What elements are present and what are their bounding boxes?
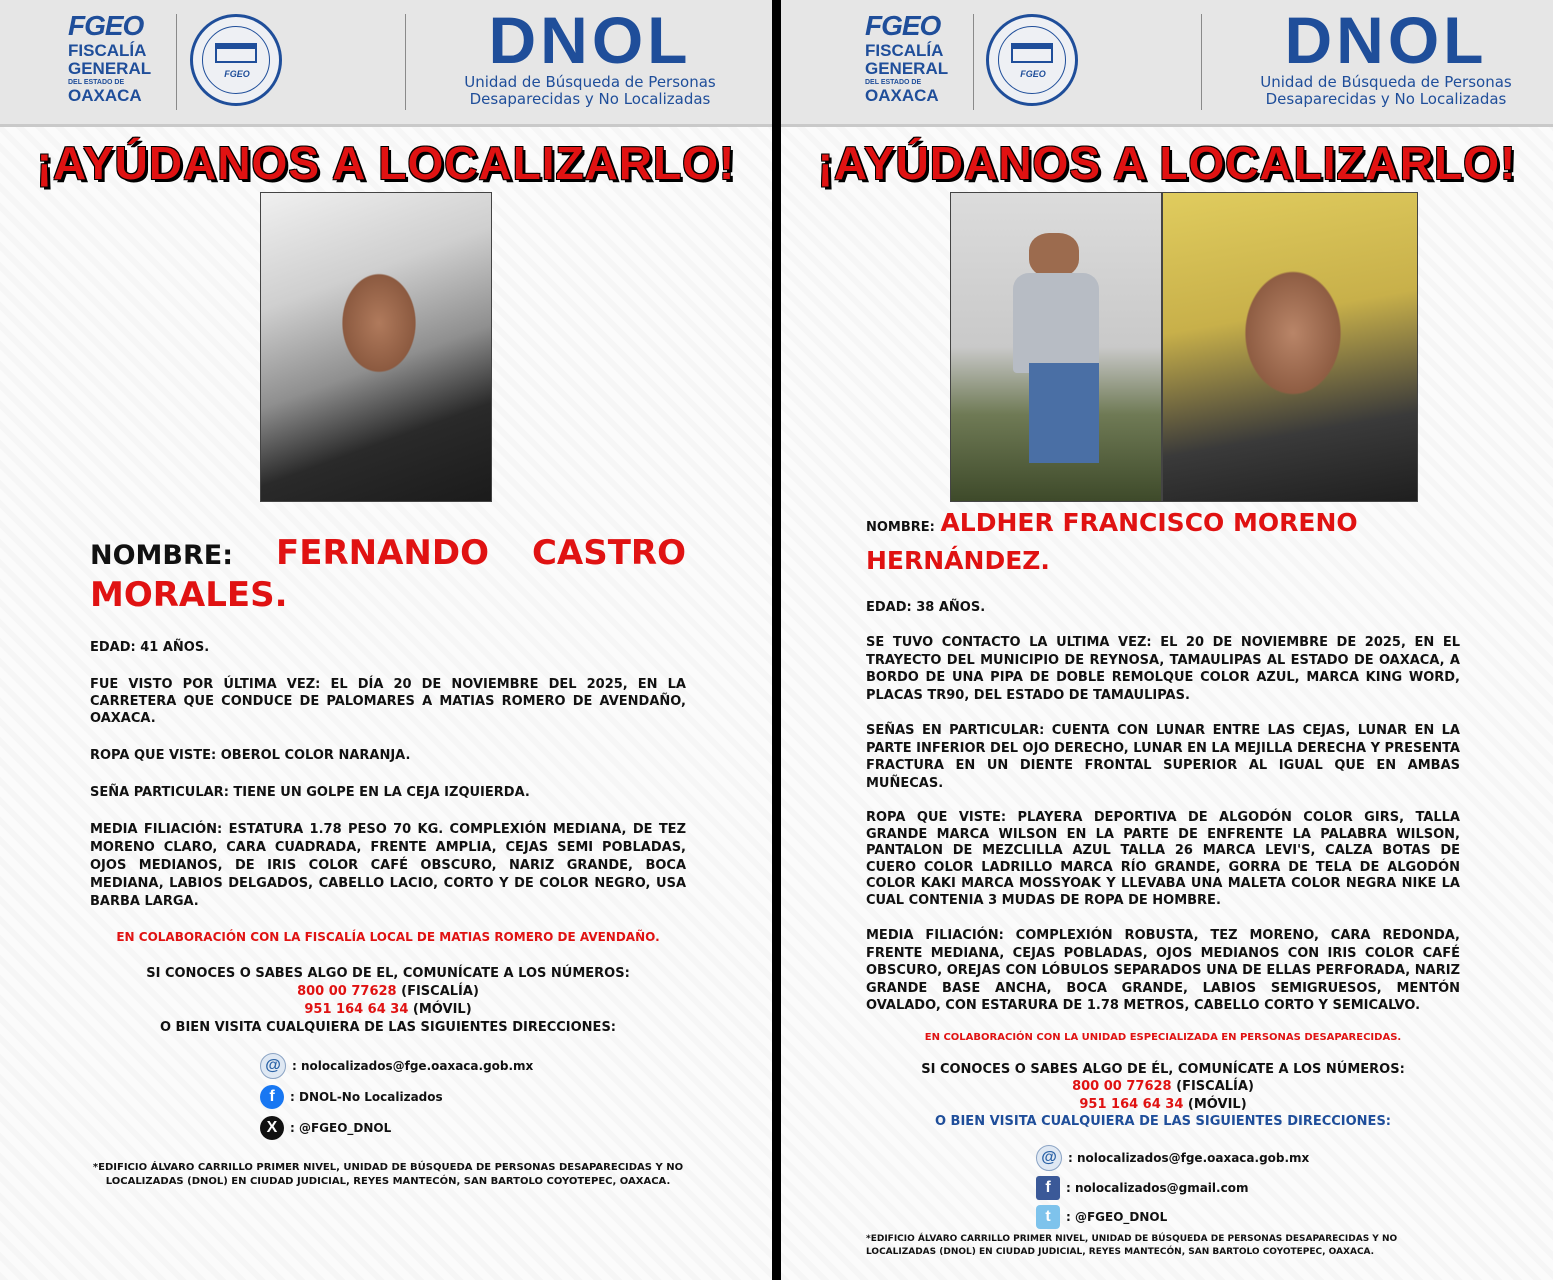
email-link[interactable]: : nolocalizados@fge.oaxaca.gob.mx <box>1068 1150 1310 1165</box>
name-last: HERNÁNDEZ. <box>866 546 1050 575</box>
collaboration-text: EN COLABORACIÓN CON LA FISCALÍA LOCAL DE MATIAS ROMERO DE AVENDAÑO. <box>116 930 660 944</box>
dnol-subtitle-2: Desaparecidas y No Localizadas <box>469 90 711 108</box>
fgeo-logo <box>68 10 168 105</box>
contact-block <box>866 1061 1460 1131</box>
header-divider <box>973 14 974 110</box>
fiscalia-line-4: OAXACA <box>68 86 142 105</box>
phone-row-2 <box>866 1096 1460 1114</box>
missing-person-photo <box>260 192 492 502</box>
poster-header <box>0 0 772 127</box>
seal-label: FGEO <box>224 69 250 79</box>
age-text: EDAD: 38 AÑOS. <box>866 600 986 615</box>
x-icon: X <box>260 1116 284 1140</box>
dnol-subtitle-2: Desaparecidas y No Localizadas <box>1265 90 1507 108</box>
email-link[interactable]: : nolocalizados@fge.oaxaca.gob.mx <box>292 1059 534 1073</box>
facebook-row <box>260 1081 686 1113</box>
header-divider <box>405 14 406 110</box>
name-first: ALDHER FRANCISCO MORENO <box>940 508 1358 537</box>
age-text: EDAD: 41 AÑOS. <box>90 640 210 655</box>
email-row <box>1036 1143 1460 1173</box>
contact-intro: SI CONOCES O SABES ALGO DE EL, COMUNÍCATE A LOS NÚMEROS: <box>146 966 630 981</box>
facebook-icon: f <box>1036 1176 1060 1200</box>
last-contact-text: SE TUVO CONTACTO LA ULTIMA VEZ: EL 20 DE NOVIEMBRE DE 2025, EN EL TRAYECTO DEL MUNICIPIO DE REYNOSA, TAMAULIPAS AL ESTADO DE OAXACA, A BORDO DE UNA PIPA DE DOBLE REMOLQUE COLOR AZUL, MARCA KING WORD, PLACAS TR90, DEL ESTADO DE TAMAULIPAS. <box>866 635 1460 703</box>
fiscalia-line-2: GENERAL <box>68 59 152 78</box>
address-footer: *EDIFICIO ÁLVARO CARRILLO PRIMER NIVEL, UNIDAD DE BÚSQUEDA DE PERSONAS DESAPARECIDAS Y NO LOCALIZADAS (DNOL) EN CIUDAD JUDICIAL, REYES MANTECÓN, SAN BARTOLO COYOTEPEC, OAXACA. <box>92 1162 684 1187</box>
dnol-subtitle-1: Unidad de Búsqueda de Personas <box>1260 73 1512 91</box>
phone-movil-label: (MÓVIL) <box>408 1002 472 1017</box>
seal-label: FGEO <box>1020 69 1046 79</box>
twitter-row <box>1036 1203 1460 1231</box>
address-footer: *EDIFICIO ÁLVARO CARRILLO PRIMER NIVEL, UNIDAD DE BÚSQUEDA DE PERSONAS DESAPARECIDAS Y NO LOCALIZADAS (DNOL) EN CIUDAD JUDICIAL, REYES MANTECÓN, SAN BARTOLO COYOTEPEC, OAXACA. <box>866 1233 1398 1257</box>
fiscalia-line-3: DEL ESTADO DE <box>865 79 922 86</box>
phone-movil[interactable]: 951 164 64 34 <box>304 1002 409 1017</box>
missing-person-photo-face <box>1162 192 1418 502</box>
contact-links <box>1036 1143 1460 1231</box>
fiscalia-seal-icon <box>190 14 282 106</box>
facebook-link[interactable]: : nolocalizados@gmail.com <box>1066 1180 1249 1195</box>
twitter-link[interactable]: : @FGEO_DNOL <box>1066 1209 1168 1224</box>
fiscalia-line-1: FISCALÍA <box>68 41 147 60</box>
clothing-text: ROPA QUE VISTE: OBEROL COLOR NARANJA. <box>90 748 411 763</box>
phone-fiscalia[interactable]: 800 00 77628 <box>297 984 397 999</box>
phone-fiscalia-label: (FISCALÍA) <box>396 984 479 999</box>
dnol-subtitle-1: Unidad de Búsqueda de Personas <box>464 73 716 91</box>
dnol-title: DNOL <box>488 3 692 77</box>
description-text: MEDIA FILIACIÓN: ESTATURA 1.78 PESO 70 KG. COMPLEXIÓN MEDIANA, DE TEZ MORENO CLARO, CARA CUADRADA, FRENTE AMPLIA, CEJAS SEMI POBLADAS, OJOS MEDIANOS, DE IRIS COLOR CAFÉ OBSCURO, NARIZ GRANDE, BOCA MEDIANA, LABIOS DELGADOS, CABELLO LACIO, CORTO Y DE COLOR NEGRO, USA BARBA LARGA. <box>90 822 686 909</box>
description-text: MEDIA FILIACIÓN: COMPLEXIÓN ROBUSTA, TEZ MORENO, CARA REDONDA, FRENTE MEDIANA, CEJAS POBLADAS, OJOS MEDIANOS CON IRIS COLOR CAFÉ OBSCURO, OREJAS CON LÓBULOS SEPARADOS UNA DE ELLAS PERFORADA, NARIZ GRANDE BASE ANCHA, BOCA GRANDE, LABIOS SEMIGRUESOS, MENTÓN OVALADO, CON ESTARURA DE 1.78 METROS, CABELLO CORTO Y SEMICALVO. <box>866 928 1460 1013</box>
poster-header <box>781 0 1553 127</box>
fiscalia-line-1: FISCALÍA <box>865 41 944 60</box>
missing-person-poster-2 <box>781 0 1553 1280</box>
facebook-icon: f <box>260 1085 284 1109</box>
fgeo-wordmark: FGEO <box>865 10 941 41</box>
phone-row-2 <box>90 1001 686 1019</box>
fgeo-wordmark: FGEO <box>68 10 144 41</box>
name-last-1: CASTRO <box>531 533 686 573</box>
contact-intro: SI CONOCES O SABES ALGO DE ÉL, COMUNÍCATE A LOS NÚMEROS: <box>921 1061 1405 1077</box>
missing-person-poster-1 <box>0 0 772 1280</box>
contact-links <box>260 1051 686 1143</box>
phone-row-1 <box>866 1078 1460 1096</box>
contact-block <box>90 965 686 1037</box>
visit-text: O BIEN VISITA CUALQUIERA DE LAS SIGUIENTES DIRECCIONES: <box>159 1020 616 1035</box>
fgeo-logo <box>865 10 965 105</box>
email-icon: @ <box>1036 1145 1062 1171</box>
phone-movil[interactable]: 951 164 64 34 <box>1079 1096 1184 1112</box>
header-divider <box>176 14 177 110</box>
phone-fiscalia-label: (FISCALÍA) <box>1171 1079 1254 1094</box>
visit-text: O BIEN VISITA CUALQUIERA DE LAS SIGUIENTES DIRECCIONES: <box>934 1114 1391 1129</box>
fiscalia-seal-icon <box>986 14 1078 106</box>
phone-movil-label: (MÓVIL) <box>1183 1096 1247 1112</box>
fiscalia-line-2: GENERAL <box>865 59 949 78</box>
name-last-2: MORALES. <box>90 575 288 615</box>
particular-signs-text: SEÑAS EN PARTICULAR: CUENTA CON LUNAR ENTRE LAS CEJAS, LUNAR EN LA PARTE INFERIOR DEL OJO DERECHO, LUNAR EN LA MEJILLA DERECHA Y PRESENTA FRACTURA EN UN DIENTE FRONTAL SUPERIOR AL IGUAL QUE EN AMBAS MUÑECAS. <box>866 723 1460 791</box>
name-label: NOMBRE: <box>866 520 935 535</box>
phone-fiscalia[interactable]: 800 00 77628 <box>1072 1079 1172 1094</box>
email-icon: @ <box>260 1053 286 1079</box>
facebook-row <box>1036 1173 1460 1203</box>
x-row <box>260 1113 686 1143</box>
dnol-logo <box>440 3 740 108</box>
email-row <box>260 1051 686 1081</box>
particular-sign-text: SEÑA PARTICULAR: TIENE UN GOLPE EN LA CEJA IZQUIERDA. <box>90 785 530 800</box>
poster-headline: ¡AYÚDANOS A LOCALIZARLO! <box>36 137 736 189</box>
last-seen-text: FUE VISTO POR ÚLTIMA VEZ: EL DÍA 20 DE NOVIEMBRE DEL 2025, EN LA CARRETERA QUE CONDUCE DE PALOMARES A MATIAS ROMERO DE AVENDAÑO, OAXACA. <box>90 677 686 726</box>
poster-body <box>866 506 1460 1259</box>
twitter-icon: t <box>1036 1205 1060 1229</box>
clothing-text: ROPA QUE VISTE: PLAYERA DEPORTIVA DE ALGODÓN COLOR GIRS, TALLA GRANDE MARCA WILSON EN LA PARTE DE ENFRENTE LA PALABRA WILSON, PANTALON DE MEZCLILLA AZUL TALLA 26 MARCA LEVI'S, CALZA BOTAS DE CUERO COLOR LADRILLO MARCA RÍO GRANDE, GORRA DE TELA DE ALGODÓN COLOR KAKI MARCA MOSSYOAK Y LLEVABA UNA MALETA COLOR NEGRA NIKE LA CUAL CONTENIA 3 MUDAS DE ROPA DE HOMBRE. <box>866 810 1460 908</box>
facebook-link[interactable]: : DNOL-No Localizados <box>290 1090 443 1104</box>
fiscalia-line-4: OAXACA <box>865 86 939 105</box>
name-row <box>866 506 1460 545</box>
missing-person-photo-full-body <box>950 192 1162 502</box>
collaboration-text: EN COLABORACIÓN CON LA UNIDAD ESPECIALIZADA EN PERSONAS DESAPARECIDAS. <box>924 1031 1402 1043</box>
x-link[interactable]: : @FGEO_DNOL <box>290 1121 392 1135</box>
poster-headline: ¡AYÚDANOS A LOCALIZARLO! <box>817 137 1517 189</box>
name-first: FERNANDO <box>276 533 489 573</box>
name-row <box>90 534 686 575</box>
name-label: NOMBRE: <box>90 540 234 571</box>
dnol-logo <box>1236 3 1536 108</box>
dnol-title: DNOL <box>1284 3 1488 77</box>
header-divider <box>1201 14 1202 110</box>
phone-row-1 <box>90 983 686 1001</box>
poster-body <box>90 534 686 1189</box>
fiscalia-line-3: DEL ESTADO DE <box>68 79 125 86</box>
